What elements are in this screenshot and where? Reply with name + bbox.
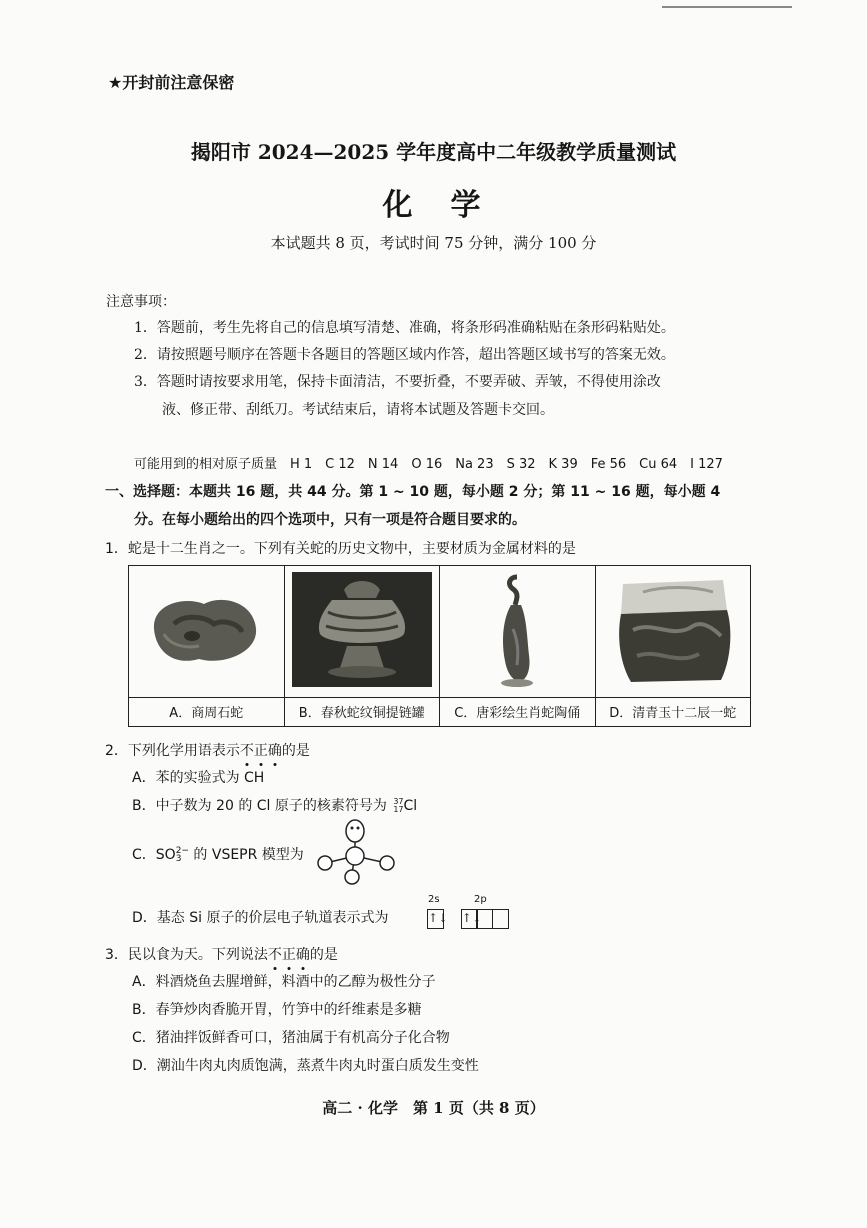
q1-option-b: B．春秋蛇纹铜提链罐 [284, 697, 440, 726]
q3-stem: 3．民以食为天。下列说法不 正 确 的是 [105, 944, 338, 964]
q1-cell-d-image [595, 566, 751, 698]
q2-option-b: B．中子数为 20 的 Cl 原子的核素符号为 37 17 Cl [132, 797, 418, 814]
q2-option-a: A．苯的实验式为 CH [132, 770, 265, 786]
q1-option-c: C．唐彩绘生肖蛇陶俑 [440, 697, 596, 726]
notice-item-3-cont: 液、修正带、刮纸刀。考试结束后，请将本试题及答题卡交回。 [162, 402, 554, 418]
page-footer: 高二 · 化学 第 1 页（共 8 页） [322, 1099, 545, 1117]
orbital-diagram [427, 908, 507, 929]
vsepr-model-diagram [310, 818, 400, 886]
orbital-2p-box-1: ↑↓ [461, 909, 478, 929]
notice-item-3: 3．答题时请按要求用笔，保持卡面清洁，不要折叠，不要弄破、弄皱，不得使用涂改 [134, 374, 661, 390]
q1-cell-b-image [284, 566, 440, 698]
pottery-figurine-image [467, 569, 567, 689]
q1-cell-a-image [129, 566, 285, 698]
q3-option-d: D．潮汕牛肉丸肉质饱满，蒸煮牛肉丸时蛋白质发生变性 [132, 1058, 479, 1074]
stone-snake-image [144, 574, 269, 684]
atomic-masses: 可能用到的相对原子质量 H 1 C 12 N 14 O 16 Na 23 S 32 K 39 Fe 56 Cu 64 I 127 [134, 457, 723, 472]
orbital-2p-box-3 [492, 909, 509, 929]
emphasis-char: 不 [268, 947, 282, 963]
section-1-line-2: 分。在每小题给出的四个选项中，只有一项是符合题目要求的。 [134, 512, 526, 528]
subject-title: 化 学 [382, 188, 485, 223]
nuclide-numbers: 37 17 [393, 797, 404, 814]
scan-mark [662, 6, 792, 8]
q2-option-d: D．基态 Si 原子的价层电子轨道表示式为 [132, 910, 389, 926]
jade-carving-image [603, 570, 743, 688]
notice-item-2: 2．请按照题号顺序在答题卡各题目的答题区域内作答，超出答题区域书写的答案无效。 [134, 347, 675, 363]
notice-item-1: 1．答题前，考生先将自己的信息填写清楚、准确，将条形码准确粘贴在条形码粘贴处。 [134, 320, 675, 336]
q1-option-d: D．清青玉十二辰一蛇 [595, 697, 751, 726]
bronze-jar-image [292, 572, 432, 687]
emphasis-char: 正 [282, 947, 296, 963]
confidential-mark: ★开封前注意保密 [108, 73, 235, 92]
orbital-2p-label: 2p [474, 894, 487, 905]
orbital-2s-box: ↑↓ [427, 909, 444, 929]
q1-cell-c-image [440, 566, 596, 698]
notice-title: 注意事项： [106, 294, 176, 310]
orbital-2s-label: 2s [428, 894, 440, 905]
q3-option-c: C．猪油拌饭鲜香可口，猪油属于有机高分子化合物 [132, 1030, 450, 1046]
section-1-line-1: 一、选择题：本题共 16 题，共 44 分。第 1 ~ 10 题，每小题 2 分；第 11 ~ 16 题，每小题 4 [105, 484, 721, 500]
emphasis-char: 不 [240, 743, 254, 759]
emphasis-char: 正 [254, 743, 268, 759]
q3-option-a: A．料酒烧鱼去腥增鲜，料酒中的乙醇为极性分子 [132, 974, 436, 990]
emphasis-char: 确 [268, 743, 282, 759]
exam-title: 揭阳市 2024—2025 学年度高中二年级教学质量测试 [190, 140, 677, 164]
q2-stem: 2．下列化学用语表示不 正 确 的是 [105, 740, 310, 760]
q1-image-table [128, 565, 751, 727]
q2-option-c: C．SO 2− 3 的 VSEPR 模型为 [132, 846, 304, 864]
q1-option-a: A．商周石蛇 [129, 697, 285, 726]
emphasis-char: 确 [296, 947, 310, 963]
orbital-2p-box-2 [476, 909, 493, 929]
q3-option-b: B．春笋炒肉香脆开胃，竹笋中的纤维素是多糖 [132, 1002, 422, 1018]
exam-info: 本试题共 8 页，考试时间 75 分钟，满分 100 分 [270, 234, 597, 252]
q1-stem: 1．蛇是十二生肖之一。下列有关蛇的历史文物中，主要材质为金属材料的是 [105, 541, 576, 557]
